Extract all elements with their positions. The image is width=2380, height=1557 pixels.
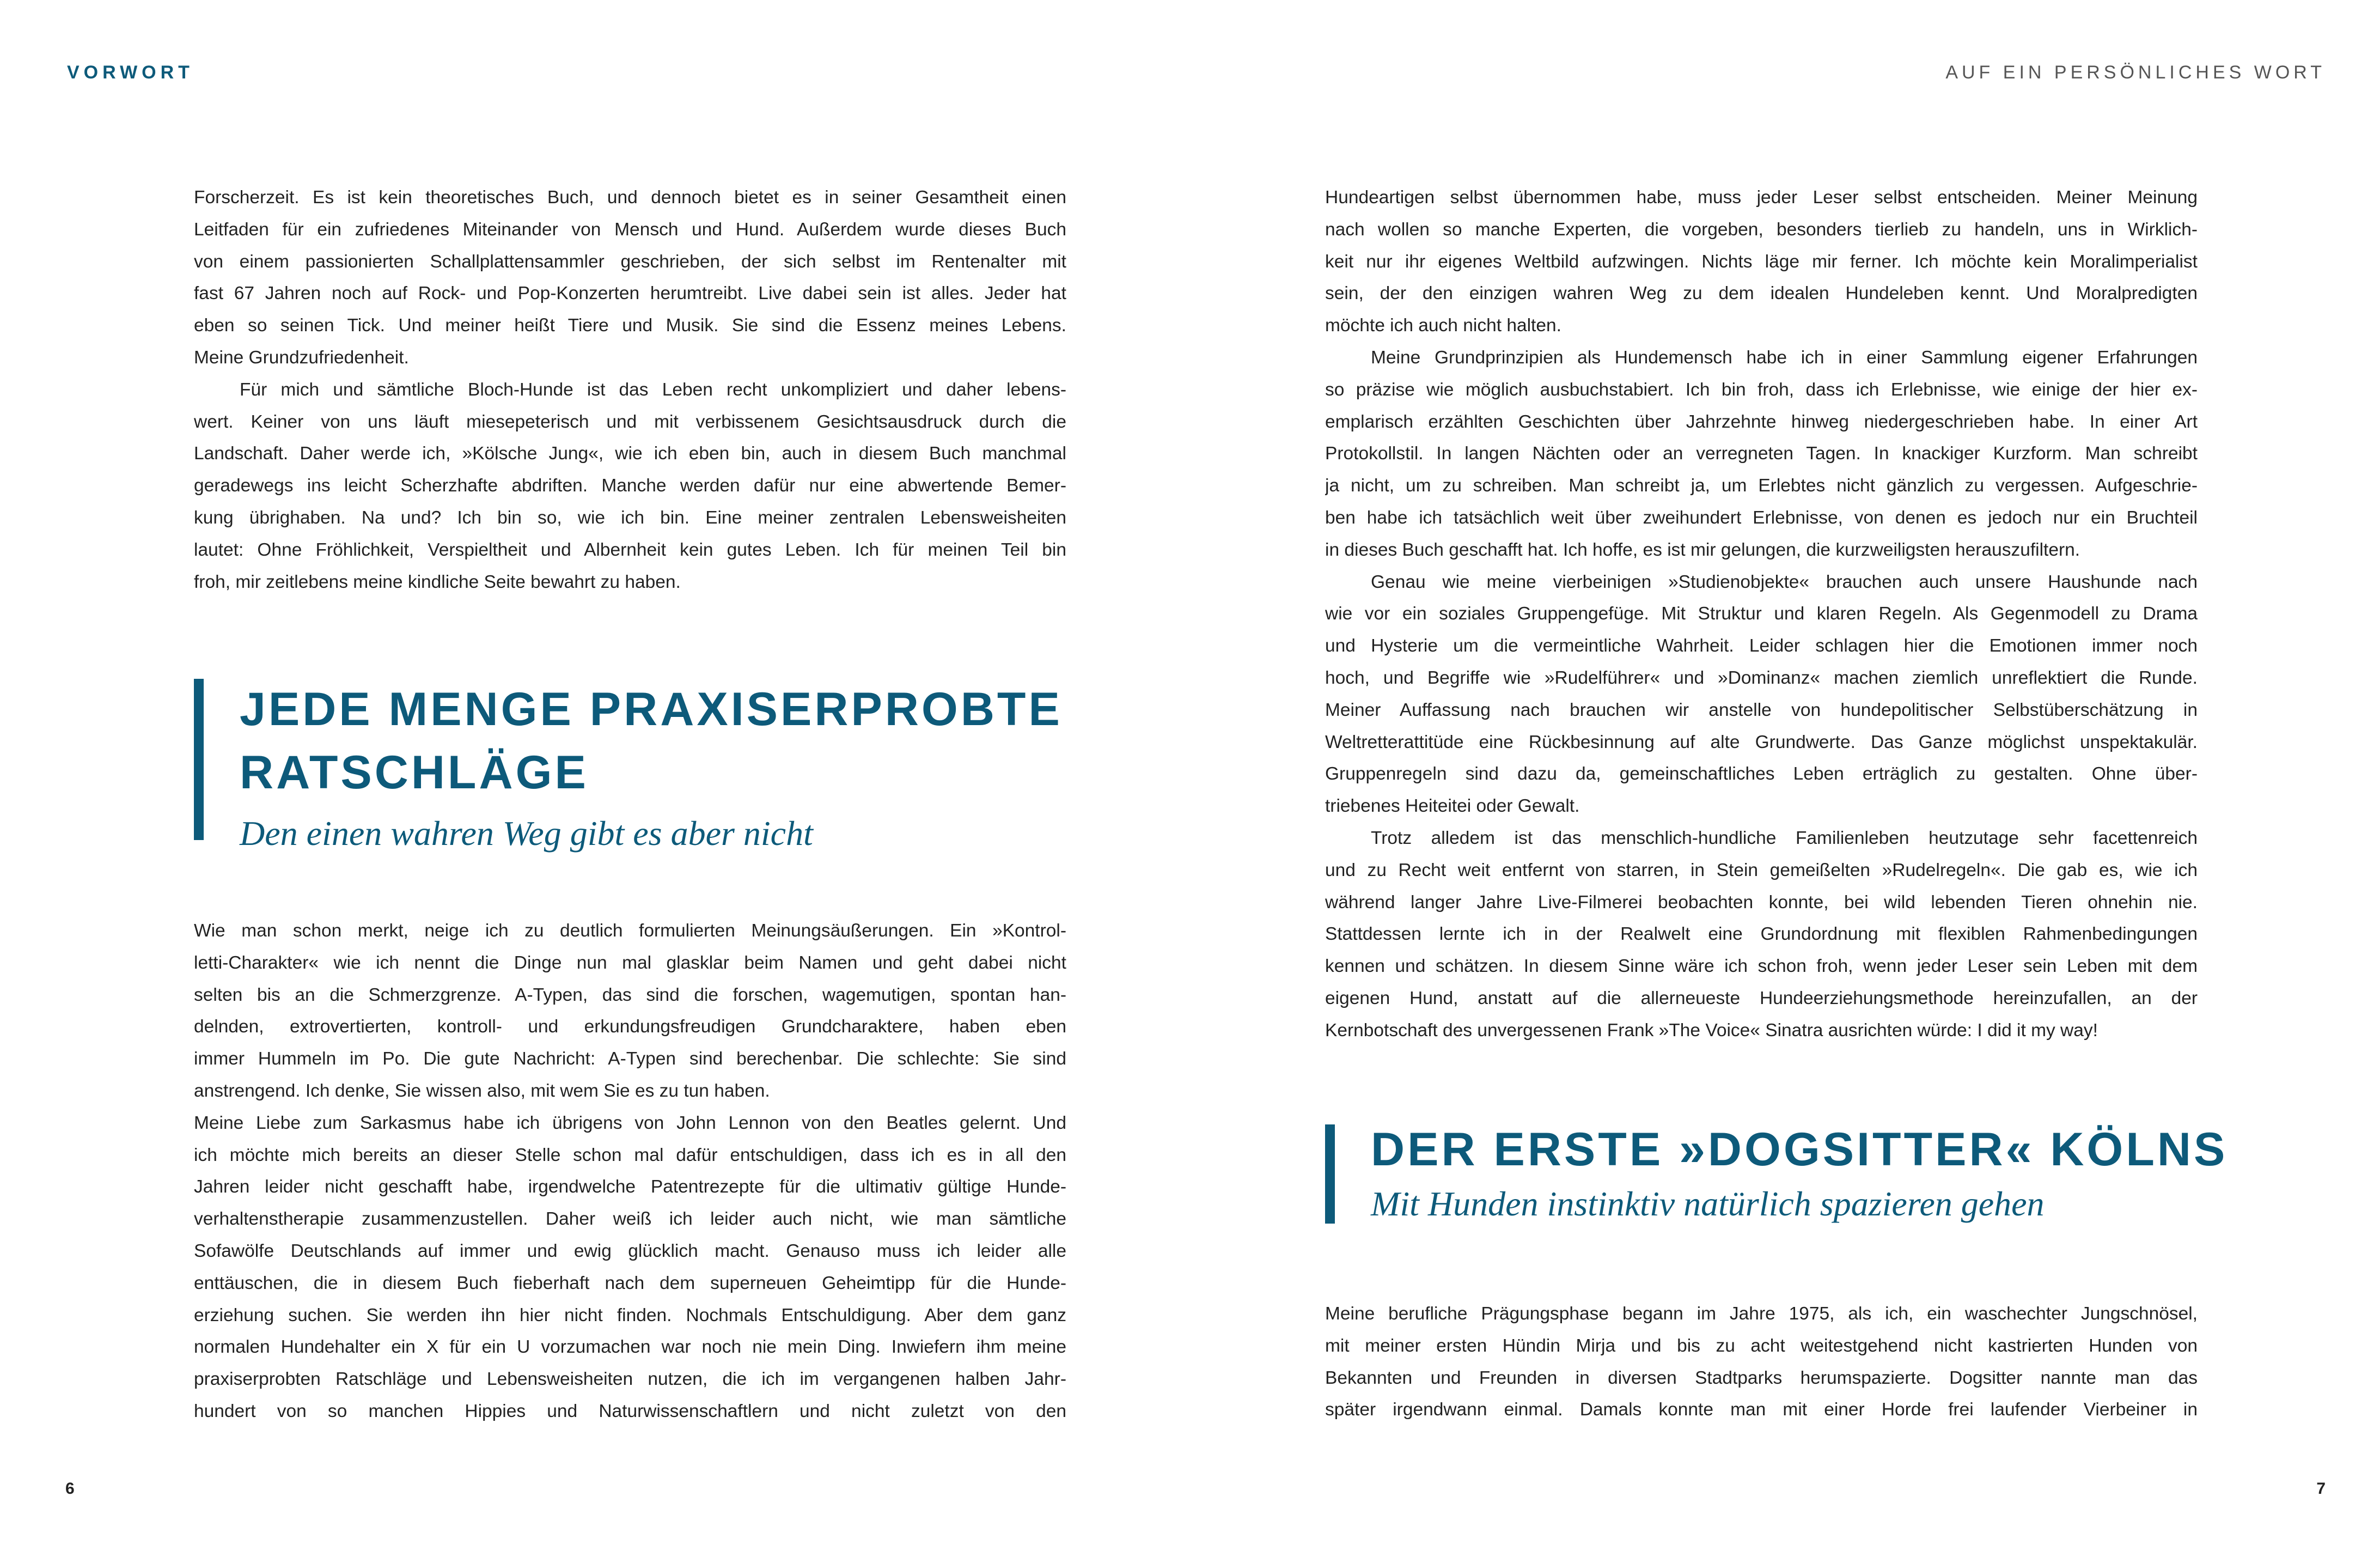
text-line: enttäuschen, die in diesem Buch fieberhaft nach dem superneuen Geheimtipp für die Hunde- (194, 1273, 1066, 1293)
text-line: froh, mir zeitlebens meine kindliche Seite bewahrt zu haben. (194, 571, 681, 592)
text-line: wert. Keiner von uns läuft miesepeterisch und mit verbissenem Gesichtsausdruck durch die (194, 411, 1066, 432)
text-line: letti-Charakter« wie ich nennt die Dinge nun mal glasklar beim Namen und geht dabei nicht (194, 952, 1066, 973)
text-line: Meine berufliche Prägungsphase begann im Jahre 1975, als ich, ein waschechter Jungschnösel, (1325, 1304, 2198, 1324)
text-line: nach wollen so manche Experten, die vorgeben, besonders tierlieb zu handeln, uns in Wirklich- (1325, 219, 2198, 240)
text-line: delnden, extrovertierten, kontroll- und erkundungsfreudigen Grundcharaktere, haben eben (194, 1017, 1066, 1037)
text-line: kung übrighaben. Na und? Ich bin so, wie ich bin. Eine meiner zentralen Lebensweisheiten (194, 507, 1066, 528)
text-line: möchte ich auch nicht halten. (1325, 315, 1561, 336)
running-head-right: AUF EIN PERSÖNLICHES WORT (1945, 62, 2326, 83)
text-line: Jahren leider nicht geschafft habe, irgendwelche Patentrezepte für die ultimativ gültige Hunde- (194, 1177, 1066, 1197)
section-heading-dogsitter (1325, 1124, 2228, 1224)
text-line: Meine Liebe zum Sarkasmus habe ich übrigens von John Lennon von den Beatles gelernt. Und (194, 1112, 1066, 1133)
paragraph (194, 182, 1066, 374)
text-line: triebenes Heiteitei oder Gewalt. (1325, 796, 1580, 817)
text-line: und Hysterie um die vermeintliche Wahrheit. Leider schlagen hier die Emotionen immer noch (1325, 636, 2198, 656)
text-line: Stattdessen lernte ich in der Realwelt eine Grundordnung mit flexiblen Rahmenbedingungen (1325, 924, 2198, 945)
text-line: Meiner Auffassung nach brauchen wir anstelle von hundepolitischer Selbstüberschätzung in (1325, 700, 2198, 720)
heading-title-line1: JEDE MENGE PRAXISERPROBTE (240, 683, 1063, 735)
text-line: Trotz alledem ist das menschlich-hundliche Familienleben heutzutage sehr facettenreich (1371, 828, 2198, 848)
text-line: fast 67 Jahren noch auf Rock- und Pop-Konzerten herumtreibt. Live dabei sein ist alles. Jeder hat (194, 283, 1066, 304)
text-line: geradewegs ins leicht Scherzhafte abdriften. Manche werden dafür nur eine abwertende Bemer- (194, 476, 1066, 496)
text-line: Weltretterattitüde eine Rückbesinnung auf alte Grundwerte. Das Ganze möglichst unspektakulär. (1325, 732, 2198, 752)
text-line: von einem passionierten Schallplattensammler geschrieben, der sich selbst im Rentenalter mit (194, 251, 1066, 272)
paragraph (194, 374, 1066, 599)
heading-title: DER ERSTE »DOGSITTER« KÖLNS (1371, 1123, 2228, 1176)
right-body-block-1 (1325, 182, 2198, 1047)
text-line: Wie man schon merkt, neige ich zu deutlich formulierten Meinungsäußerungen. Ein »Kontrol- (194, 921, 1066, 941)
text-line: sein, der den einzigen wahren Weg zu dem idealen Hundeleben kennt. Und Moralpredigten (1325, 283, 2198, 304)
running-head-left: VORWORT (67, 62, 194, 83)
text-line: während langer Jahre Live-Filmerei beobachten konnte, bei wild lebenden Tieren ohnehin nie. (1325, 892, 2198, 913)
text-line: lautet: Ohne Fröhlichkeit, Verspieltheit und Albernheit kein gutes Leben. Ich für meinen Teil bin (194, 539, 1066, 560)
text-line: emplarisch erzählten Geschichten über Jahrzehnte hinweg niedergeschrieben habe. In einer Art (1325, 411, 2198, 432)
text-line: Gruppenregeln sind dazu da, gemeinschaftliches Leben erträglich zu gestalten. Ohne über- (1325, 764, 2198, 784)
text-line: kennen und schätzen. In diesem Sinne wäre ich schon froh, wenn jeder Leser sein Leben mit dem (1325, 956, 2198, 977)
text-line: keit nur ihr eigenes Weltbild aufzwingen. Nichts läge mir ferner. Ich möchte kein Moralimperialist (1325, 251, 2198, 272)
text-line: Landschaft. Daher werde ich, »Kölsche Jung«, wie ich eben bin, auch in diesem Buch manchmal (194, 443, 1066, 464)
text-line: erziehung suchen. Sie werden ihn hier nicht finden. Nochmals Entschuldigung. Aber dem ganz (194, 1305, 1066, 1325)
page-number-right: 7 (2316, 1480, 2326, 1498)
paragraph (1325, 567, 2198, 823)
text-line: Für mich und sämtliche Bloch-Hunde ist das Leben recht unkompliziert und daher lebens- (240, 379, 1066, 400)
page-number-left: 6 (65, 1480, 75, 1498)
text-line: immer Hummeln im Po. Die gute Nachricht: A-Typen sind berechenbar. Die schlechte: Sie sind (194, 1049, 1066, 1069)
text-line: Kernbotschaft des unvergessenen Frank »The Voice« Sinatra ausrichten würde: I did it my way! (1325, 1020, 2098, 1041)
paragraph (1325, 823, 2198, 1047)
heading-subtitle: Mit Hunden instinktiv natürlich spazieren gehen (1371, 1184, 2045, 1223)
text-line: so präzise wie möglich ausbuchstabiert. Ich bin froh, dass ich Erlebnisse, wie einige der hier ex- (1325, 379, 2198, 400)
text-line: Leitfaden für ein zufriedenes Miteinander von Mensch und Hund. Außerdem wurde dieses Buch (194, 219, 1066, 240)
text-line: normalen Hundehalter ein X für ein U vorzumachen war noch nie mein Ding. Inwiefern ihm meine (194, 1337, 1066, 1358)
text-line: hoch, und Begriffe wie »Rudelführer« und »Dominanz« machen ziemlich unreflektiert die Runde. (1325, 667, 2198, 688)
text-line: in dieses Buch geschafft hat. Ich hoffe, es ist mir gelungen, die kurzweiligsten herauszufiltern. (1325, 539, 2080, 560)
paragraph (1325, 1298, 2198, 1426)
text-line: ich möchte mich bereits an dieser Stelle schon mal dafür entschuldigen, dass ich es in all den (194, 1145, 1066, 1165)
text-line: Meine Grundzufriedenheit. (194, 347, 409, 368)
left-body-block-1 (194, 182, 1066, 598)
text-line: Forscherzeit. Es ist kein theoretisches Buch, und dennoch bietet es in seiner Gesamtheit einen (194, 187, 1066, 208)
text-line: später irgendwann einmal. Damals konnte man mit einer Horde frei laufender Vierbeiner in (1325, 1400, 2198, 1420)
text-line: anstrengend. Ich denke, Sie wissen also, mit wem Sie es zu tun haben. (194, 1080, 770, 1101)
text-line: selten bis an die Schmerzgrenze. A-Typen, das sind die forschen, wagemutigen, spontan han- (194, 984, 1066, 1005)
text-line: ja nicht, um zu schreiben. Man schreibt ja, um Erlebtes nicht gänzlich zu vergessen. Aufgeschrie- (1325, 476, 2198, 496)
text-line: Bekannten und Freunden in diversen Stadtparks herumspazierte. Dogsitter nannte man das (1325, 1367, 2198, 1388)
text-line: und zu Recht weit entfernt von starren, in Stein gemeißelten »Rudelregeln«. Die gab es, wie ich (1325, 860, 2198, 880)
text-line: Sofawölfe Deutschlands auf immer und ewig glücklich macht. Genauso muss ich leider alle (194, 1240, 1066, 1261)
text-line: mit meiner ersten Hündin Mirja und bis zu acht weitestgehend nicht kastrierten Hunden von (1325, 1335, 2198, 1356)
paragraph (1325, 342, 2198, 567)
heading-title-line2: RATSCHLÄGE (240, 746, 589, 799)
paragraph (194, 915, 1066, 1108)
paragraph (1325, 182, 2198, 342)
section-heading-praxiserprobte (194, 679, 1063, 853)
text-line: eben so seinen Tick. Und meiner heißt Tiere und Musik. Sie sind die Essenz meines Lebens. (194, 315, 1066, 336)
text-line: eigenen Hund, anstatt auf die allerneueste Hundeerziehungsmethode hereinzufallen, an der (1325, 988, 2198, 1008)
right-body-block-2 (1325, 1298, 2198, 1426)
text-line: wie vor ein soziales Gruppengefüge. Mit Struktur und klaren Regeln. Als Gegenmodell zu Drama (1325, 604, 2198, 624)
heading-subtitle: Den einen wahren Weg gibt es aber nicht (240, 814, 813, 853)
text-line: Genau wie meine vierbeinigen »Studienobjekte« brauchen auch unsere Haushunde nach (1371, 571, 2198, 592)
text-line: verhaltenstherapie zusammenzustellen. Daher weiß ich leider auch nicht, wie man sämtliche (194, 1209, 1066, 1230)
paragraph (194, 1108, 1066, 1428)
text-line: ben habe ich tatsächlich weit über zweihundert Erlebnisse, von denen es jedoch nur ein Bruchteil (1325, 507, 2198, 528)
text-line: hundert von so manchen Hippies und Naturwissenschaftlern und nicht zuletzt von den (194, 1401, 1066, 1421)
text-line: praxiserprobten Ratschläge und Lebensweisheiten nutzen, die ich im vergangenen halben Jahr- (194, 1369, 1066, 1390)
text-line: Hundeartigen selbst übernommen habe, muss jeder Leser selbst entscheiden. Meiner Meinung (1325, 187, 2198, 208)
left-body-block-2 (194, 915, 1066, 1428)
text-line: Protokollstil. In langen Nächten oder an verregneten Tagen. In knackiger Kurzform. Man schreibt (1325, 443, 2198, 464)
text-line: Meine Grundprinzipien als Hundemensch habe ich in einer Sammlung eigener Erfahrungen (1371, 347, 2198, 368)
